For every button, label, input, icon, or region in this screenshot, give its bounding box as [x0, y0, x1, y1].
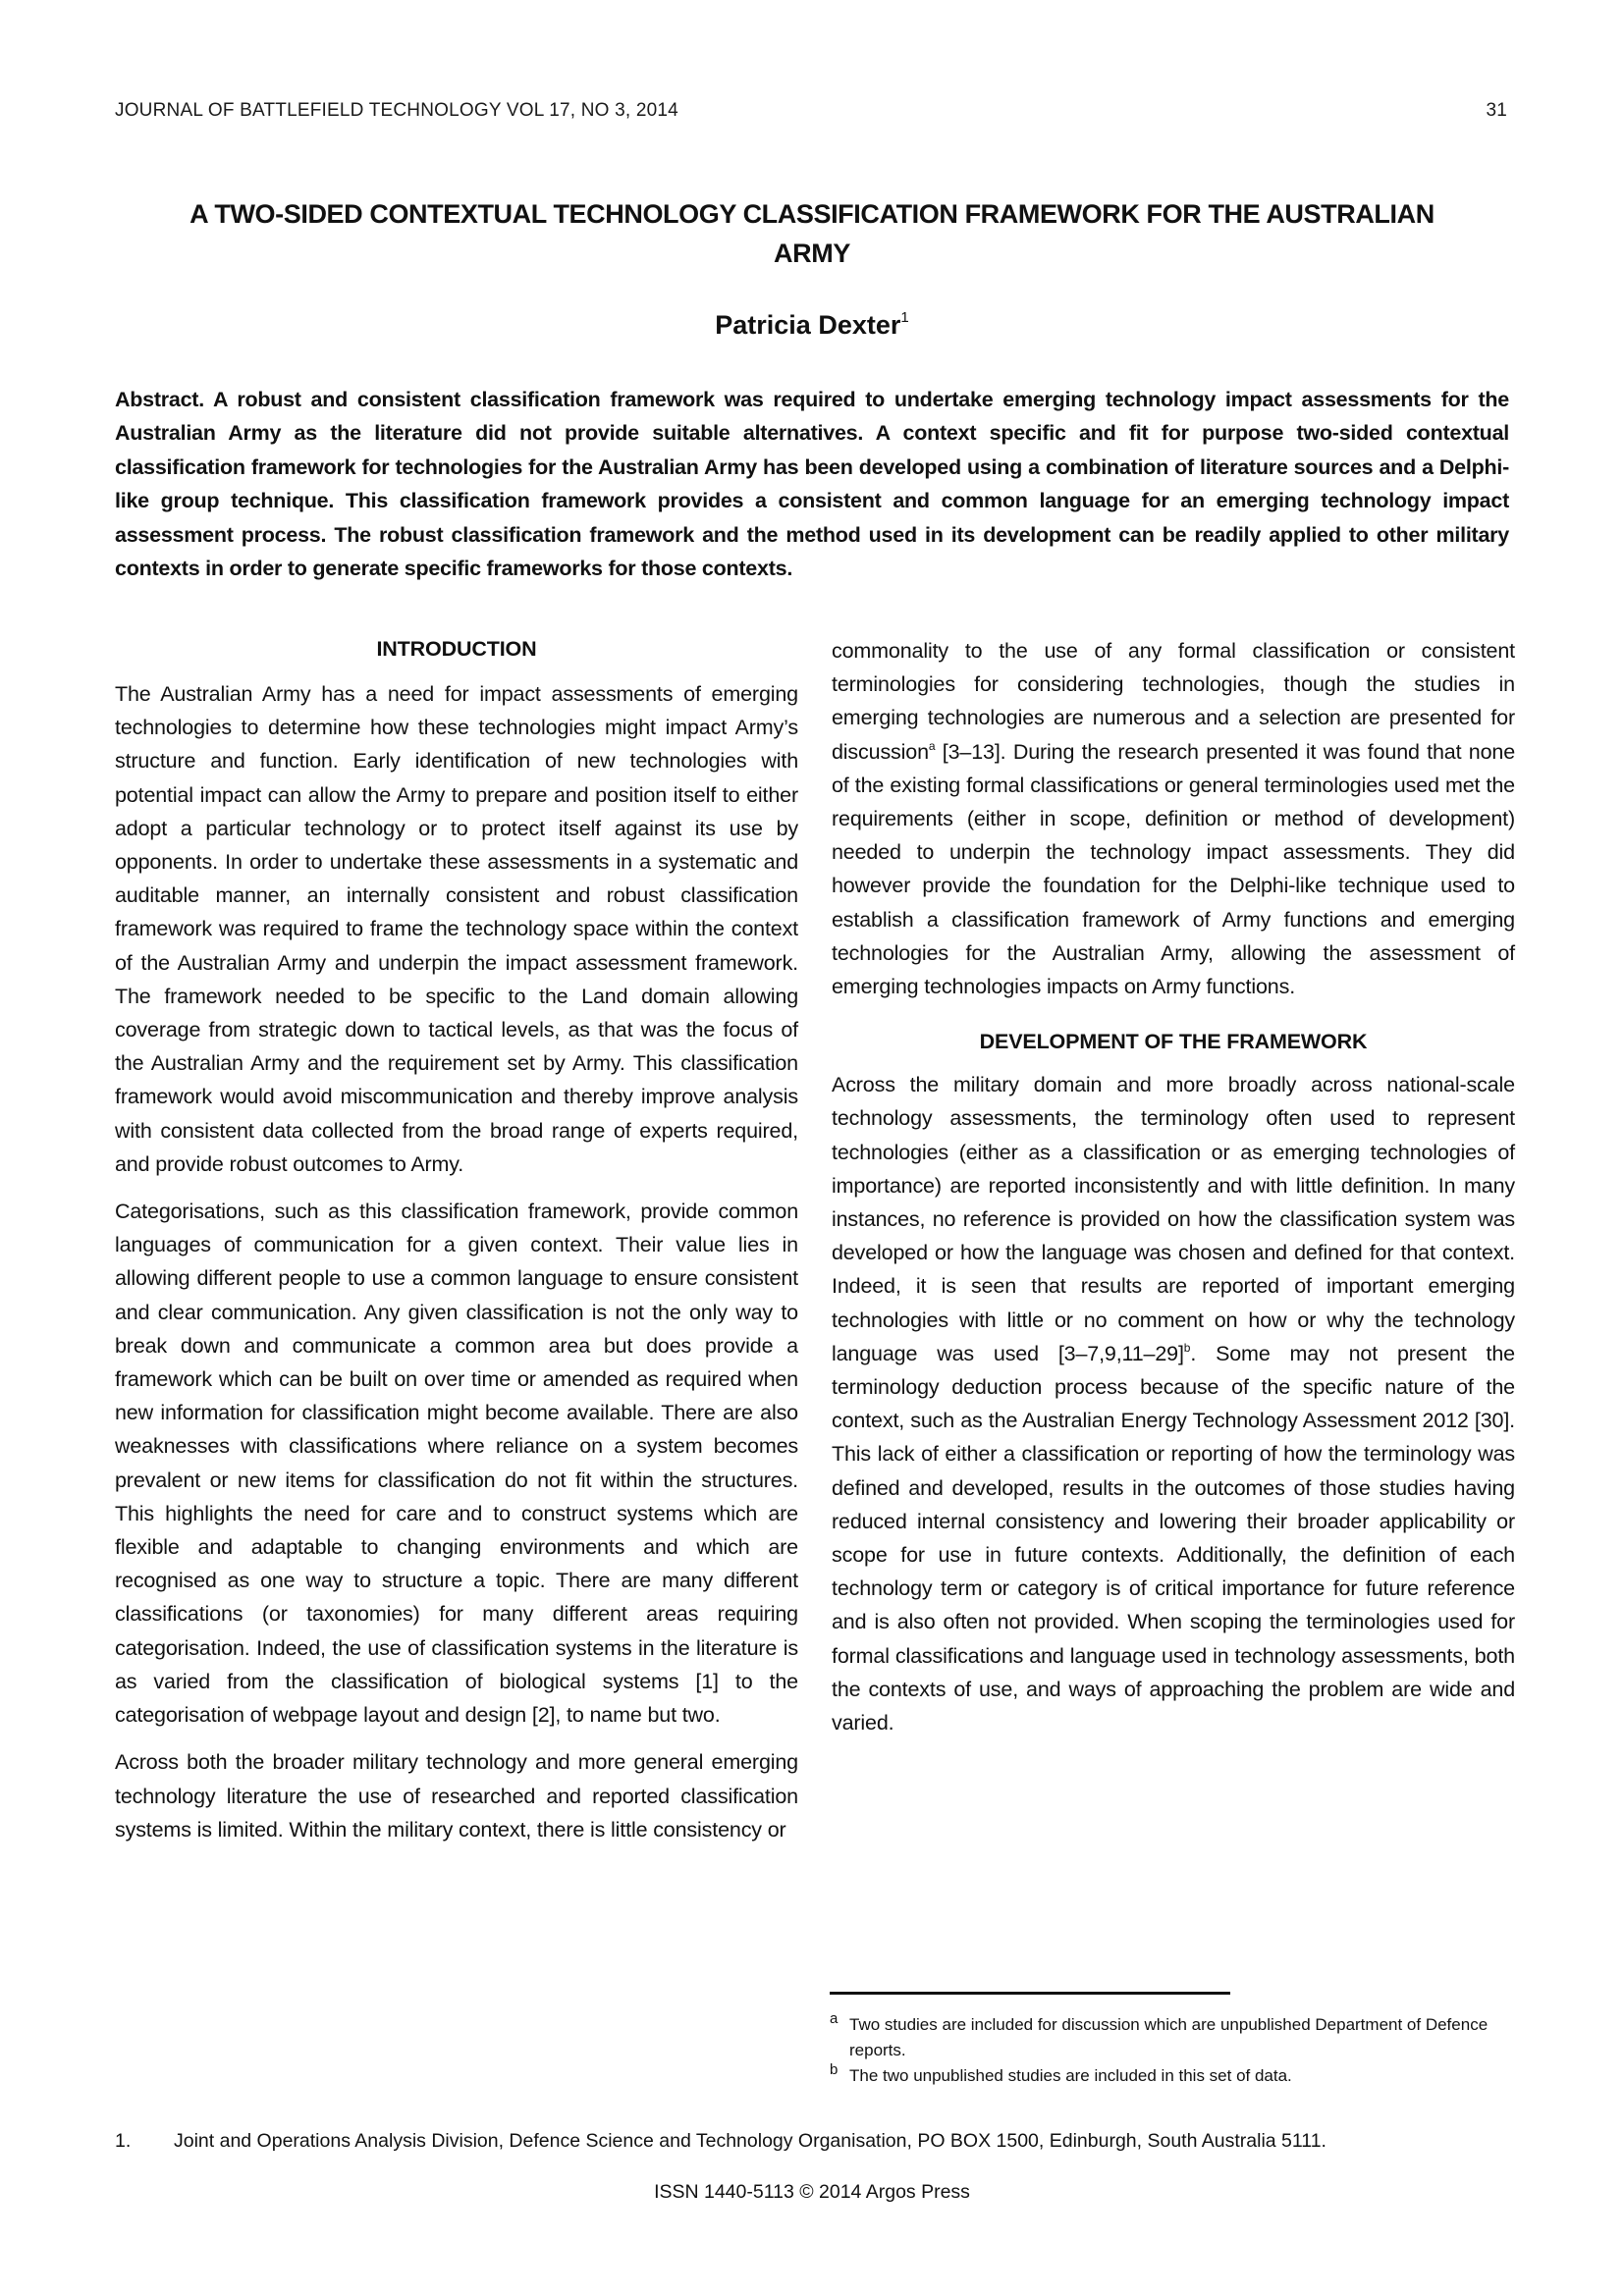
journal-name: JOURNAL OF BATTLEFIELD TECHNOLOGY VOL 17, NO 3, 2014	[115, 100, 678, 121]
footnote-b-text: The two unpublished studies are included in this set of data.	[849, 2066, 1292, 2085]
intro-paragraph-3: Across both the broader military technology and more general emerging technology literature the use of researched and reported classification systems is limited. Within the military context, there is little consistency or	[115, 1750, 798, 1842]
footnote-a-mark: a	[830, 2010, 839, 2027]
footnote-ref-a[interactable]: a	[928, 738, 936, 753]
section-heading-introduction: INTRODUCTION	[376, 637, 537, 661]
footnote-a	[830, 2012, 1507, 2063]
intro-paragraph-2: Categorisations, such as this classification framework, provide common languages of communication for a given context. Their value lies in allowing different people to use a common language to ensure consistent and clear communication. Any given classification is not the only way to break down and communicate a common area but does provide a framework which can be built on over time or amended as required when new information for classification might become available. There are also weaknesses with classifications where reliance on a system becomes prevalent or new items for classification do not fit within the structures. This highlights the need for care and to construct systems which are flexible and adaptable to changing environments and which are recognised as one way to structure a topic. There are many different classifications (or taxonomies) for many different areas requiring categorisation. Indeed, the use of classification systems in the literature is as varied from the classification of biological systems [1] to the categorisation of webpage layout and design [2], to name but two.	[115, 1200, 798, 1728]
running-header	[115, 100, 1507, 122]
affiliation-number: 1.	[115, 2130, 132, 2152]
right-column	[832, 634, 1515, 1753]
footnote-b	[830, 2063, 1507, 2089]
page-number: 31	[1486, 100, 1507, 121]
author-line	[0, 310, 1624, 341]
affiliation-text: Joint and Operations Analysis Division, Defence Science and Technology Organisation, PO BOX 1500, Edinburgh, South Australia 5111.	[174, 2130, 1326, 2152]
intro-continued-text-b: [3–13]. During the research presented it was found that none of the existing formal classifications or general terminologies used met the requirements (either in scope, definition or method of development) needed to underpin the technology impact assessments. They did however provide the foundation for the Delphi-like technique used to establish a classification framework of Army functions and emerging technologies for the Australian Army, allowing the assessment of emerging technologies impacts on Army functions.	[832, 739, 1515, 999]
paper-title-line-2: ARMY	[774, 239, 850, 268]
paper-title	[128, 194, 1496, 273]
paper-title-line-1: A TWO-SIDED CONTEXTUAL TECHNOLOGY CLASSIFICATION FRAMEWORK FOR THE AUSTRALIAN	[189, 199, 1435, 229]
abstract: Abstract. A robust and consistent classification framework was required to undertake emerging technology impact assessments for the Australian Army as the literature did not provide suitable alternatives. A context specific and fit for purpose two-sided contextual classification framework for technologies for the Australian Army has been developed using a combination of literature sources and a Delphi-like group technique. This classification framework provides a consistent and common language for an emerging technology impact assessment process. The robust classification framework and the method used in its development can be readily applied to other military contexts in order to generate specific frameworks for those contexts.	[115, 388, 1509, 581]
footnote-divider	[830, 1992, 1230, 1995]
intro-paragraph-3-continued	[832, 634, 1515, 1003]
intro-paragraph-1: The Australian Army has a need for impact assessments of emerging technologies to determine how these technologies might impact Army’s structure and function. Early identification of new technologies with potential impact can allow the Army to prepare and position itself to either adopt a particular technology or to protect itself against its use by opponents. In order to undertake these assessments in a systematic and auditable manner, an internally consistent and robust classification framework was required to frame the technology space within the context of the Australian Army and underpin the impact assessment framework. The framework needed to be specific to the Land domain allowing coverage from strategic down to tactical levels, as that was the focus of the Australian Army and the requirement set by Army. This classification framework would avoid miscommunication and thereby improve analysis with consistent data collected from the broad range of experts required, and provide robust outcomes to Army.	[115, 682, 798, 1176]
development-text-a: Across the military domain and more broadly across national-scale technology assessments, the terminology often used to represent technologies (either as a classification or as emerging technologies of importance) are reported inconsistently and with little definition. In many instances, no reference is provided on how the classification system was developed or how the language was chosen and defined for that context. Indeed, it is seen that results are reported of important emerging technologies with little or no comment on how or why the technology language was used [3–7,9,11–29]	[832, 1073, 1515, 1365]
development-paragraph-1	[832, 1068, 1515, 1739]
development-text-b: . Some may not present the terminology deduction process because of the specific nature of the context, such as the Australian Energy Technology Assessment 2012 [30]. This lack of either a classification or reporting of how the terminology was defined and developed, results in the outcomes of those studies having reduced internal consistency and lowering their broader applicability or scope for use in future contexts. Additionally, the definition of each technology term or category is of critical importance for future reference and is also often not provided. When scoping the terminologies used for formal classifications and language used in technology assessments, both the contexts of use, and ways of approaching the problem are wide and varied.	[832, 1341, 1515, 1735]
intro-continued-text-a: commonality to the use of any formal classification or consistent terminologies for considering technologies, though the studies in emerging technologies are numerous and a selection are presented for discussion	[832, 639, 1515, 764]
author-affiliation-marker: 1	[900, 309, 909, 326]
author-name: Patricia Dexter	[715, 310, 901, 340]
section-heading-development: DEVELOPMENT OF THE FRAMEWORK	[979, 1030, 1368, 1054]
footnote-ref-b[interactable]: b	[1183, 1340, 1191, 1355]
left-column	[115, 634, 798, 1860]
footnote-b-mark: b	[830, 2061, 839, 2078]
footnotes	[830, 2012, 1507, 2089]
footnote-a-text: Two studies are included for discussion which are unpublished Department of Defence reports.	[849, 2015, 1489, 2059]
author-affiliation	[115, 2130, 1519, 2153]
journal-footer: ISSN 1440-5113 © 2014 Argos Press	[654, 2181, 970, 2203]
